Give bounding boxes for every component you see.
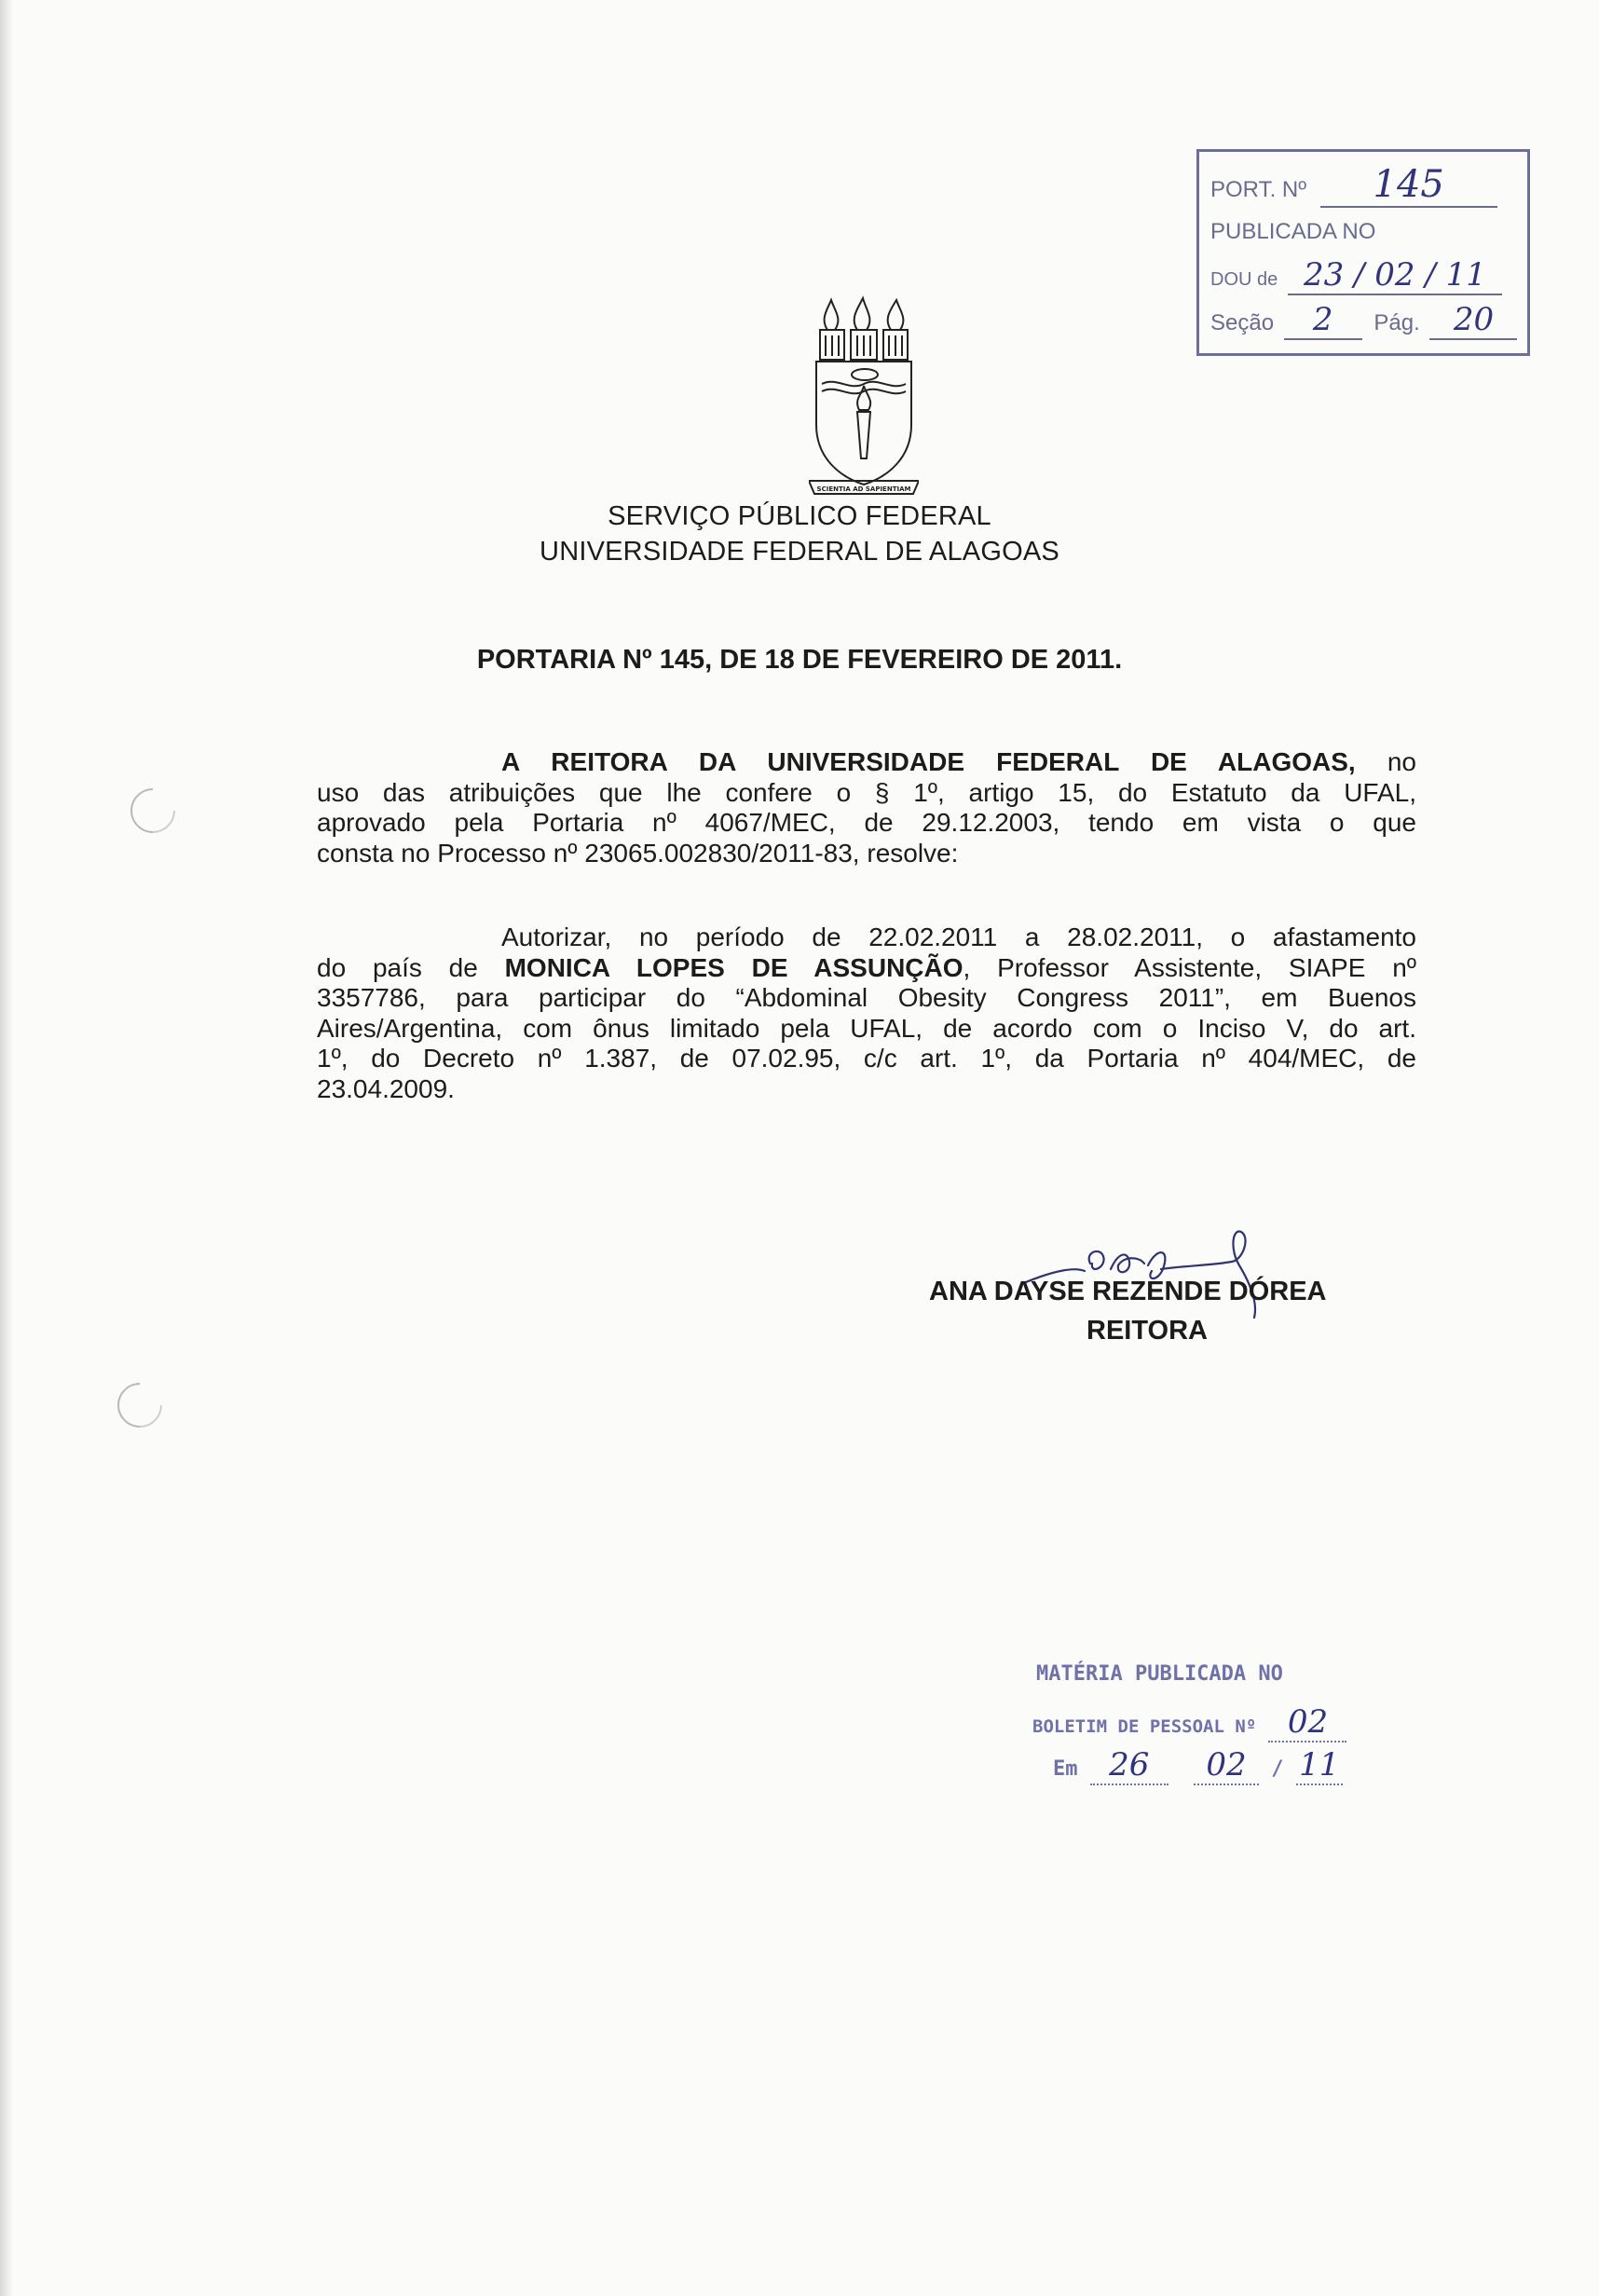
stamp-secao-row	[1210, 301, 1517, 340]
page-edge-shadow	[0, 0, 13, 2296]
stamp-publicada-label: PUBLICADA NO	[1210, 219, 1376, 244]
boletim-em-month: 02	[1206, 1746, 1247, 1784]
punch-hole-bottom	[108, 1374, 171, 1437]
stamp-pag-value: 20	[1453, 301, 1495, 338]
boletim-label: BOLETIM DE PESSOAL Nº	[1032, 1716, 1257, 1737]
stamp-dou-label: DOU de	[1210, 269, 1278, 290]
publication-stamp	[1196, 149, 1530, 356]
boletim-line-1: MATÉRIA PUBLICADA NO	[1036, 1662, 1283, 1686]
document-title: PORTARIA Nº 145, DE 18 DE FEVEREIRO DE 2011.	[476, 645, 1123, 675]
auth-line-1: Autorizar, no período de 22.02.2011 a 28.02.2011, o afastamento	[501, 922, 1416, 951]
auth-line-4: Aires/Argentina, com ônus limitado pela UFAL, de acordo com o Inciso V, do art.	[317, 1013, 1416, 1043]
auth-line-5: 1º, do Decreto nº 1.387, de 07.02.95, c/c art. 1º, da Portaria nº 404/MEC, de	[317, 1044, 1416, 1073]
paragraph-preamble	[317, 747, 1416, 868]
stamp-dou-row	[1210, 256, 1502, 295]
signatory-role: REITORA	[1086, 1316, 1208, 1346]
auth-line-6: 23.04.2009.	[317, 1073, 455, 1103]
stamp-port-label: PORT. Nº	[1210, 177, 1307, 202]
preamble-line-4: consta no Processo nº 23065.002830/2011-83, resolve:	[317, 838, 959, 868]
header-line-2: UNIVERSIDADE FEDERAL DE ALAGOAS	[540, 537, 1059, 567]
auth-line-2: do país de MONICA LOPES DE ASSUNÇÃO, Professor Assistente, SIAPE nº	[317, 952, 1416, 982]
preamble-line-1	[317, 747, 1416, 778]
punch-hole-top	[121, 779, 184, 842]
signatory-name: ANA DAYSE REZENDE DÓREA	[929, 1277, 1327, 1306]
boletim-line-3: Em 26 02 / 11	[1053, 1746, 1343, 1785]
stamp-secao-value: 2	[1312, 301, 1333, 338]
stamp-pag-label: Pág.	[1374, 310, 1420, 335]
auth-line-3: 3357786, para participar do “Abdominal Obesity Congress 2011”, em Buenos	[317, 983, 1416, 1012]
stamp-port-number: 145	[1373, 163, 1444, 206]
boletim-number: 02	[1287, 1703, 1329, 1741]
boletim-line-2	[1032, 1703, 1346, 1742]
header-line-1: SERVIÇO PÚBLICO FEDERAL	[608, 501, 991, 531]
ufal-crest-icon	[809, 294, 919, 496]
preamble-line-1-tail: no	[1387, 747, 1416, 776]
preamble-lead: A REITORA DA UNIVERSIDADE FEDERAL DE ALAGOAS,	[501, 747, 1356, 776]
stamp-dou-date: 23 / 02 / 11	[1303, 256, 1486, 294]
boletim-em-day: 26	[1109, 1746, 1150, 1784]
stamp-port-row	[1210, 163, 1497, 208]
stamp-secao-label: Seção	[1210, 310, 1275, 335]
professor-name: MONICA LOPES DE ASSUNÇÃO	[504, 952, 964, 982]
boletim-em-label: Em	[1053, 1757, 1078, 1781]
preamble-line-3: aprovado pela Portaria nº 4067/MEC, de 29.12.2003, tendo em vista o que	[317, 808, 1416, 837]
boletim-em-year: 11	[1299, 1746, 1340, 1784]
crest-motto: SCIENTIA AD SAPIENTIAM	[816, 485, 911, 493]
preamble-line-2: uso das atribuições que lhe confere o § 1º, artigo 15, do Estatuto da UFAL,	[317, 777, 1416, 807]
paragraph-authorization	[317, 922, 1416, 1104]
